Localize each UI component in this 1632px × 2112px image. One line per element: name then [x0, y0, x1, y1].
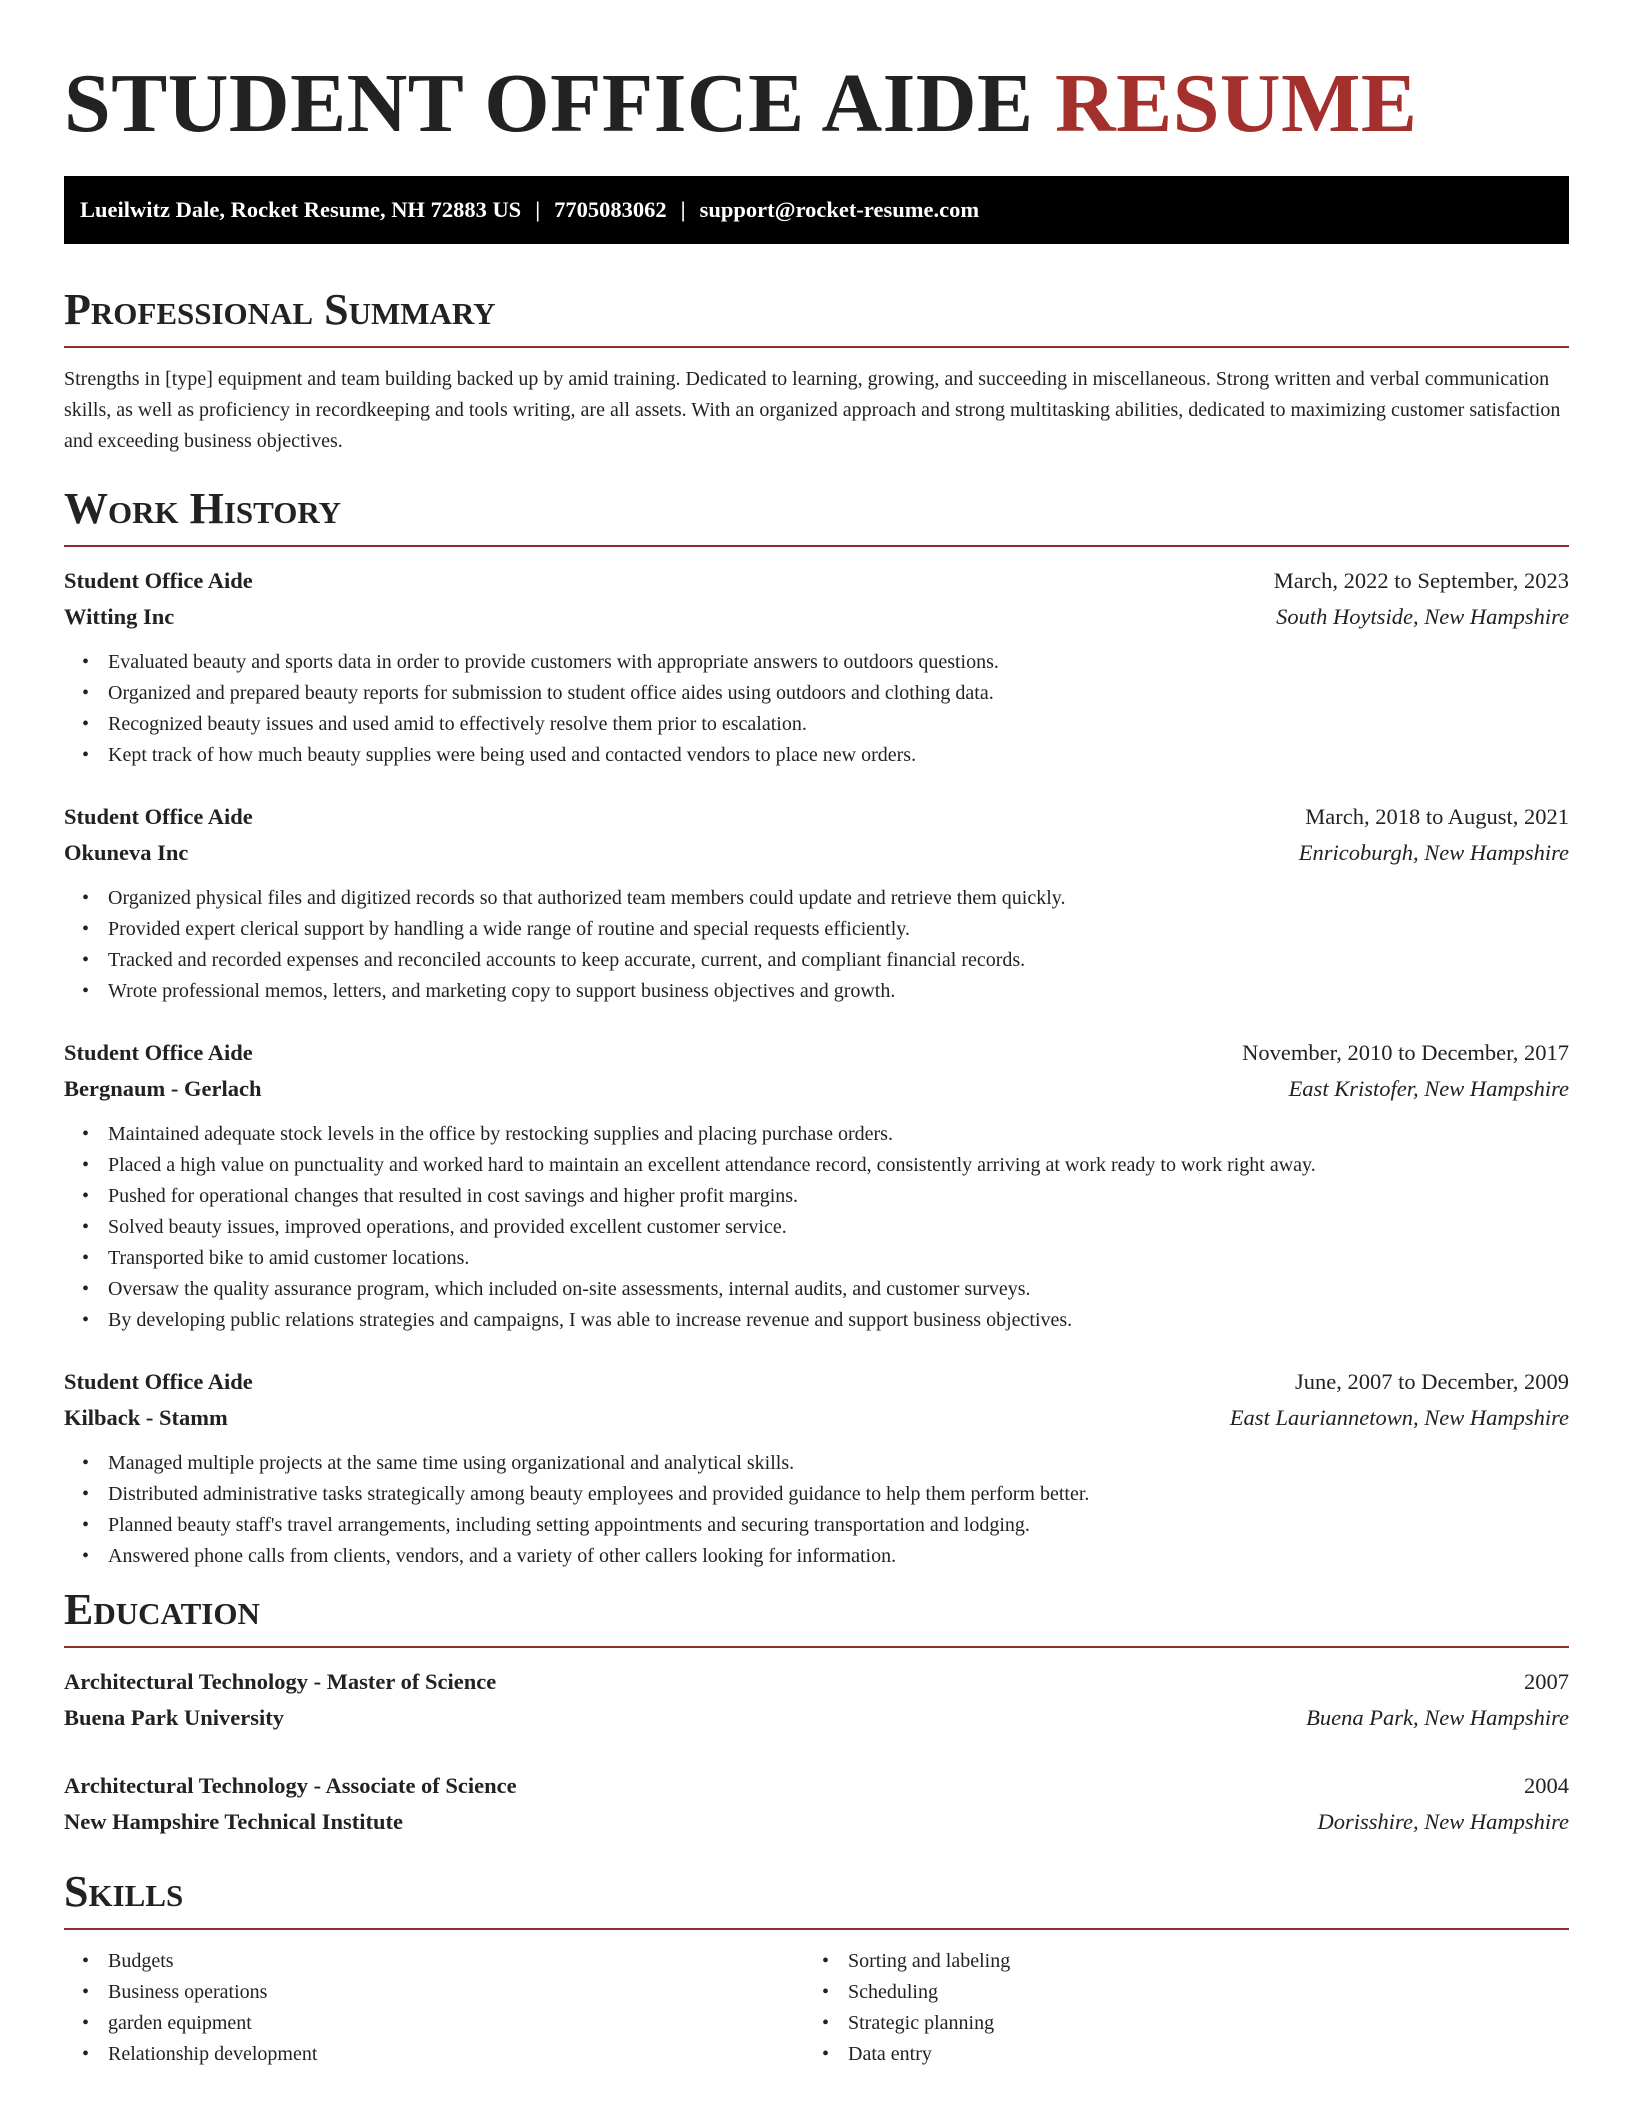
job-bullet: • Distributed administrative tasks strategically among beauty employees and provided guidance to help them perform better. — [108, 1479, 1569, 1510]
skill-item: • Scheduling — [848, 1977, 1544, 2008]
job-dates: March, 2018 to August, 2021 — [1305, 804, 1569, 829]
section-divider — [64, 1646, 1569, 1648]
job-location: East Lauriannetown, New Hampshire — [1229, 1405, 1569, 1430]
job-entry — [64, 563, 1569, 771]
job-location: East Kristofer, New Hampshire — [1288, 1076, 1569, 1101]
job-header-row — [64, 1364, 1569, 1400]
skill-item: • garden equipment — [108, 2008, 804, 2039]
job-entry — [64, 1364, 1569, 1572]
job-bullet: • By developing public relations strategies and campaigns, I was able to increase revenue and support business objectives. — [108, 1305, 1569, 1336]
education-location: Dorisshire, New Hampshire — [1317, 1809, 1569, 1834]
job-bullet: • Kept track of how much beauty supplies were being used and contacted vendors to place new orders. — [108, 740, 1569, 771]
education-year: 2004 — [1524, 1773, 1569, 1798]
job-company: Witting Inc — [64, 604, 175, 629]
education-school-row — [64, 1804, 1569, 1840]
contact-bar — [64, 176, 1569, 244]
contact-phone[interactable]: 7705083062 — [554, 197, 667, 222]
job-bullets — [64, 1119, 1569, 1336]
job-bullet: • Answered phone calls from clients, vendors, and a variety of other callers looking for information. — [108, 1541, 1569, 1572]
skills-column-left — [64, 1946, 804, 2070]
job-bullet: • Organized physical files and digitized records so that authorized team members could update and retrieve them quickly. — [108, 883, 1569, 914]
job-dates: November, 2010 to December, 2017 — [1242, 1040, 1569, 1065]
job-bullet: • Organized and prepared beauty reports for submission to student office aides using outdoors and clothing data. — [108, 678, 1569, 709]
job-company-row — [64, 599, 1569, 635]
job-title: Student Office Aide — [64, 1040, 253, 1065]
section-heading-summary: Professional Summary — [64, 285, 496, 334]
job-bullet: • Evaluated beauty and sports data in order to provide customers with appropriate answers to outdoors questions. — [108, 647, 1569, 678]
skills-list — [804, 1946, 1544, 2070]
skills-grid — [64, 1946, 1569, 2070]
job-bullet: • Solved beauty issues, improved operations, and provided excellent customer service. — [108, 1212, 1569, 1243]
job-bullet: • Planned beauty staff's travel arrangements, including setting appointments and securing transportation and lodging. — [108, 1510, 1569, 1541]
education-header-row — [64, 1768, 1569, 1804]
job-company: Kilback - Stamm — [64, 1405, 228, 1430]
summary-text: Strengths in [type] equipment and team building backed up by amid training. Dedicated to learning, growing, and succeeding in miscellaneous. Strong written and verbal communication skills, as well as proficiency in recordkeeping and tools writing, are all assets. With an organized approach and strong multitasking abilities, dedicated to maximizing customer satisfaction and exceeding business objectives. — [64, 368, 1561, 452]
job-location: South Hoytside, New Hampshire — [1276, 604, 1569, 629]
job-bullets — [64, 647, 1569, 771]
job-header-row — [64, 563, 1569, 599]
job-header-row — [64, 799, 1569, 835]
education-degree: Architectural Technology - Master of Science — [64, 1669, 497, 1694]
job-bullet: • Maintained adequate stock levels in the office by restocking supplies and placing purchase orders. — [108, 1119, 1569, 1150]
contact-address: Lueilwitz Dale, Rocket Resume, NH 72883 US — [80, 197, 522, 222]
skill-item: • Relationship development — [108, 2039, 804, 2070]
job-bullet: • Pushed for operational changes that resulted in cost savings and higher profit margins. — [108, 1181, 1569, 1212]
education-location: Buena Park, New Hampshire — [1306, 1705, 1569, 1730]
skill-item: • Strategic planning — [848, 2008, 1544, 2039]
job-bullets — [64, 883, 1569, 1007]
job-bullet: • Wrote professional memos, letters, and marketing copy to support business objectives and growth. — [108, 976, 1569, 1007]
contact-separator: | — [680, 197, 686, 222]
contact-email[interactable]: support@rocket-resume.com — [699, 197, 980, 222]
skill-item: • Business operations — [108, 1977, 804, 2008]
section-heading-education: Education — [64, 1585, 260, 1634]
section-divider — [64, 346, 1569, 348]
job-company-row — [64, 835, 1569, 871]
job-company-row — [64, 1071, 1569, 1107]
skills-list — [64, 1946, 804, 2070]
job-title: Student Office Aide — [64, 568, 253, 593]
job-bullet: • Tracked and recorded expenses and reconciled accounts to keep accurate, current, and compliant financial records. — [108, 945, 1569, 976]
skill-item: • Budgets — [108, 1946, 804, 1977]
contact-separator: | — [535, 197, 541, 222]
section-heading-work-history: Work History — [64, 484, 342, 533]
resume-title — [64, 58, 1569, 150]
section-divider — [64, 545, 1569, 547]
summary-section — [64, 284, 1569, 457]
job-title: Student Office Aide — [64, 1369, 253, 1394]
job-entry — [64, 1035, 1569, 1336]
education-entry — [64, 1768, 1569, 1840]
job-bullet: • Placed a high value on punctuality and worked hard to maintain an excellent attendance record, consistently arriving at work ready to work right away. — [108, 1150, 1569, 1181]
work-history-section — [64, 483, 1569, 1572]
education-school: New Hampshire Technical Institute — [64, 1809, 403, 1834]
job-bullet: • Oversaw the quality assurance program, which included on-site assessments, internal audits, and customer surveys. — [108, 1274, 1569, 1305]
job-bullets — [64, 1448, 1569, 1572]
skills-column-right — [804, 1946, 1544, 2070]
title-main: STUDENT OFFICE AIDE — [64, 57, 1034, 150]
section-heading-skills: Skills — [64, 1867, 184, 1916]
job-dates: June, 2007 to December, 2009 — [1294, 1369, 1569, 1394]
skills-section — [64, 1866, 1569, 2070]
skill-item: • Sorting and labeling — [848, 1946, 1544, 1977]
resume-page — [64, 0, 1569, 2070]
title-accent: RESUME — [1055, 57, 1418, 150]
job-company: Okuneva Inc — [64, 840, 189, 865]
job-company: Bergnaum - Gerlach — [64, 1076, 262, 1101]
education-header-row — [64, 1664, 1569, 1700]
education-year: 2007 — [1524, 1669, 1569, 1694]
education-entry — [64, 1664, 1569, 1736]
section-divider — [64, 1928, 1569, 1930]
job-entry — [64, 799, 1569, 1007]
job-bullet: • Transported bike to amid customer locations. — [108, 1243, 1569, 1274]
job-title: Student Office Aide — [64, 804, 253, 829]
education-school: Buena Park University — [64, 1705, 285, 1730]
education-section — [64, 1584, 1569, 1840]
job-header-row — [64, 1035, 1569, 1071]
job-company-row — [64, 1400, 1569, 1436]
job-bullet: • Provided expert clerical support by handling a wide range of routine and special requests efficiently. — [108, 914, 1569, 945]
job-dates: March, 2022 to September, 2023 — [1273, 568, 1569, 593]
job-bullet: • Managed multiple projects at the same time using organizational and analytical skills. — [108, 1448, 1569, 1479]
education-school-row — [64, 1700, 1569, 1736]
skill-item: • Data entry — [848, 2039, 1544, 2070]
education-degree: Architectural Technology - Associate of Science — [64, 1773, 517, 1798]
job-bullet: • Recognized beauty issues and used amid to effectively resolve them prior to escalation. — [108, 709, 1569, 740]
job-location: Enricoburgh, New Hampshire — [1298, 840, 1569, 865]
